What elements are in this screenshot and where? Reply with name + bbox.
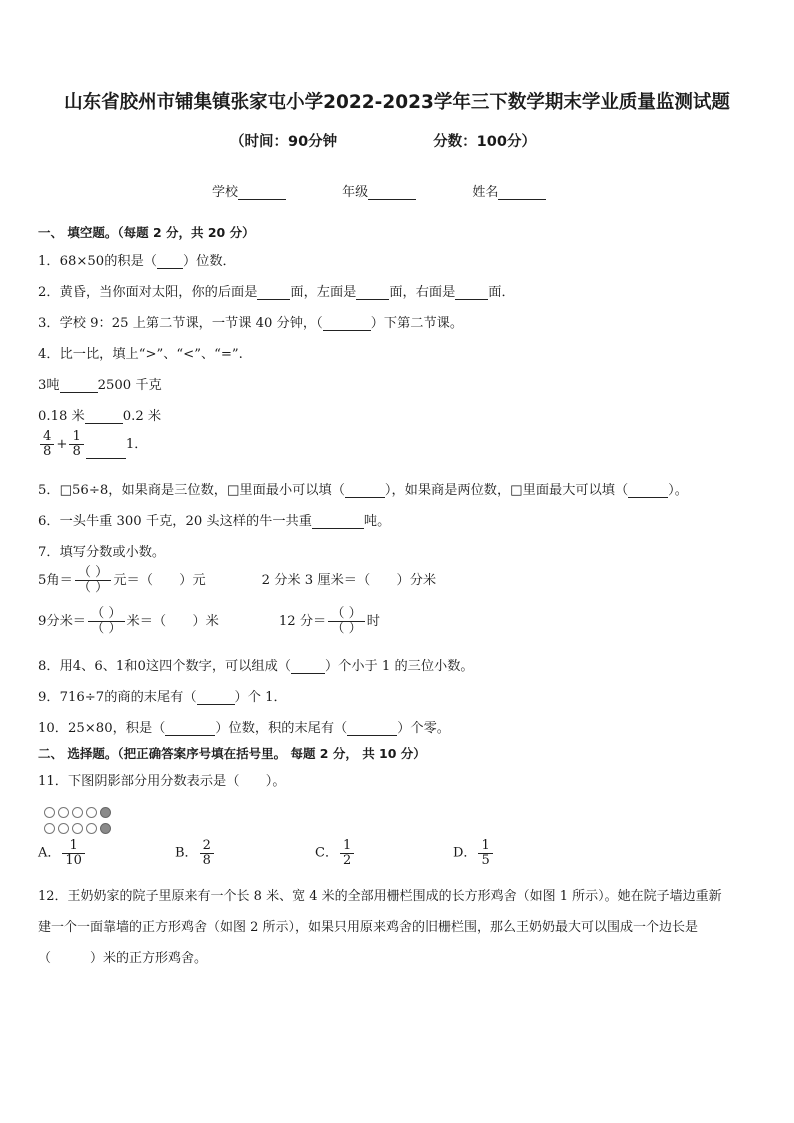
q7-fraction-blank-2[interactable]: $\frac{( )}{( )}$ <box>88 607 125 636</box>
q7-r1-b: 元＝（ ）元 <box>113 572 206 588</box>
q4-row-1 <box>38 374 162 393</box>
question-11: 11．下图阴影部分用分数表示是（ ）。 <box>38 774 286 789</box>
question-1 <box>38 250 236 269</box>
q4-row-2 <box>38 405 161 424</box>
q5-text-a: 5．□56÷8，如果商是三位数，□里面最小可以填（ <box>38 483 345 498</box>
q9-text-b: ）个 1． <box>234 690 287 705</box>
empty-circle <box>44 807 55 818</box>
q4-r2-blank[interactable] <box>85 409 123 424</box>
plus-sign: + <box>56 436 68 452</box>
question-2 <box>38 281 515 300</box>
q4-r1-right: 2500 千克 <box>97 378 162 393</box>
exam-title: 山东省胶州市铺集镇张家屯小学2022-2023学年三下数学期末学业质量监测试题 <box>64 92 730 113</box>
q4-r1-left: 3吨 <box>38 378 60 393</box>
empty-circle <box>44 823 55 834</box>
section-2-heading: 二、 选择题。（把正确答案序号填在括号里。 每题 2 分， 共 10 分） <box>38 746 426 761</box>
question-3 <box>38 312 463 331</box>
empty-circle <box>86 823 97 834</box>
q7-fraction-blank-3[interactable]: $\frac{( )}{( )}$ <box>328 607 365 636</box>
q2-text-d: 面． <box>488 285 515 300</box>
q1-text-b: ）位数． <box>182 254 236 269</box>
exam-subtitle <box>230 130 536 151</box>
q3-text-a: 3．学校 9：25 上第二节课，一节课 40 分钟，（ <box>38 316 323 331</box>
q2-blank-3[interactable] <box>455 285 488 300</box>
q7-fraction-blank-1[interactable]: $\frac{( )}{( )}$ <box>75 566 112 595</box>
fraction-4-8: $\frac{4}{8}$ <box>40 430 54 459</box>
q5-text-c: ）。 <box>668 483 688 498</box>
q7-row-2 <box>38 607 380 636</box>
empty-circle <box>86 807 97 818</box>
q8-blank[interactable] <box>291 659 325 674</box>
student-info <box>212 181 598 200</box>
question-9 <box>38 686 287 705</box>
q11-option-a[interactable]: A． $\frac{1}{10}$ <box>38 839 87 867</box>
q11-option-c[interactable]: C． $\frac{1}{2}$ <box>315 839 356 867</box>
q4-r3-blank[interactable] <box>86 444 126 459</box>
q2-text-a: 2．黄昏，当你面对太阳，你的后面是 <box>38 285 258 300</box>
q4-r1-blank[interactable] <box>60 378 98 393</box>
question-8 <box>38 655 474 674</box>
q9-text-a: 9．716÷7的商的末尾有（ <box>38 690 197 705</box>
question-6 <box>38 510 390 529</box>
q8-text-b: ）个小于 1 的三位小数。 <box>324 659 474 674</box>
time-limit: （时间：90分钟 <box>230 134 338 150</box>
q5-text-b: ），如果商是两位数，□里面最大可以填（ <box>384 483 629 498</box>
name-label: 姓名 <box>472 185 499 200</box>
q2-blank-2[interactable] <box>356 285 389 300</box>
q7-r2-a: 9分米＝ <box>38 613 86 629</box>
question-12-line-2: 建一个一面靠墙的正方形鸡舍（如图 2 所示），如果只用原来鸡舍的旧栅栏围，那么王奶奶最大可以围成一个边长是 <box>38 920 699 935</box>
q3-text-b: ）下第二节课。 <box>370 316 464 331</box>
shaded-circle <box>100 823 111 834</box>
fraction-1-8: $\frac{1}{8}$ <box>69 430 83 459</box>
question-4: 4．比一比，填上“>”、“<”、“=”. <box>38 347 243 362</box>
empty-circle <box>58 807 69 818</box>
q6-text-a: 6．一头牛重 300 千克，20 头这样的牛一共重 <box>38 514 312 529</box>
q7-row-1 <box>38 566 436 595</box>
circle-row-2 <box>44 818 114 832</box>
q11-circle-figure <box>44 802 114 832</box>
empty-circle <box>72 807 83 818</box>
q10-blank-2[interactable] <box>347 721 397 736</box>
question-10 <box>38 717 450 736</box>
school-label: 学校 <box>212 185 239 200</box>
q6-blank[interactable] <box>312 514 364 529</box>
q4-r2-right: 0.2 米 <box>122 409 162 424</box>
q11-option-b[interactable]: B． $\frac{2}{8}$ <box>175 839 216 867</box>
section-1-heading: 一、 填空题。（每题 2 分，共 20 分） <box>38 225 255 240</box>
q2-text-b: 面，左面是 <box>290 285 357 300</box>
total-score: 分数：100分） <box>433 134 536 150</box>
q9-blank[interactable] <box>197 690 235 705</box>
q10-text-b: ）位数，积的末尾有（ <box>215 721 348 736</box>
name-field[interactable] <box>498 185 546 200</box>
q8-text-a: 8．用4、6、1和0这四个数字，可以组成（ <box>38 659 291 674</box>
school-field[interactable] <box>238 185 286 200</box>
empty-circle <box>72 823 83 834</box>
grade-field[interactable] <box>368 185 416 200</box>
q10-blank-1[interactable] <box>165 721 215 736</box>
q5-blank-1[interactable] <box>345 483 385 498</box>
q2-text-c: 面，右面是 <box>389 285 456 300</box>
q7-r2-c: 12 分＝ <box>278 613 327 629</box>
q1-text-a: 1．68×50的积是（ <box>38 254 157 269</box>
q10-text-a: 10．25×80，积是（ <box>38 721 166 736</box>
question-7: 7．填写分数或小数。 <box>38 545 166 560</box>
q2-blank-1[interactable] <box>257 285 290 300</box>
question-12-line-3: （ ）米的正方形鸡舍。 <box>38 951 208 966</box>
question-12-line-1: 12．王奶奶家的院子里原来有一个长 8 米、宽 4 米的全部用栅栏围成的长方形鸡舍（如图 1 所示）。她在院子墙边重新 <box>38 889 722 904</box>
circle-row-1 <box>44 802 114 816</box>
empty-circle <box>58 823 69 834</box>
q7-r1-a: 5角＝ <box>38 572 73 588</box>
q11-option-d[interactable]: D． $\frac{1}{5}$ <box>453 839 495 867</box>
q4-row-3 <box>38 430 147 459</box>
q4-r3-right: 1． <box>125 436 148 452</box>
q1-blank[interactable] <box>157 254 183 269</box>
q10-text-c: ）个零。 <box>397 721 450 736</box>
q3-blank[interactable] <box>323 316 371 331</box>
q6-text-b: 吨。 <box>363 514 391 529</box>
q4-r2-left: 0.18 米 <box>38 409 85 424</box>
shaded-circle <box>100 807 111 818</box>
q7-r2-b: 米＝（ ）米 <box>126 613 219 629</box>
question-5 <box>38 479 688 498</box>
q7-r1-c: 2 分米 3 厘米＝（ ）分米 <box>261 572 437 588</box>
grade-label: 年级 <box>342 185 369 200</box>
q5-blank-2[interactable] <box>628 483 668 498</box>
q7-r2-d: 时 <box>366 613 380 629</box>
